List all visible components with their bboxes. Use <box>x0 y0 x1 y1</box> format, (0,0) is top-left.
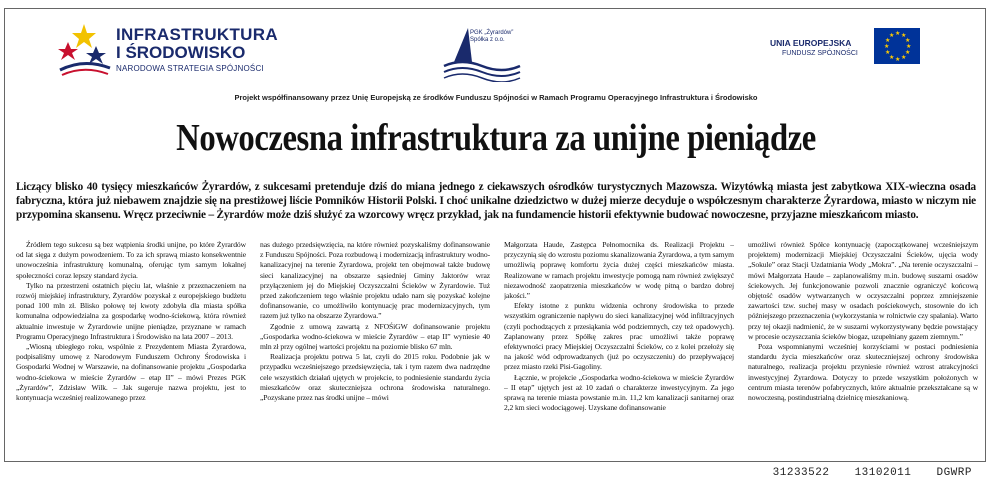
logo-infrastruktura-srodowisko <box>56 18 276 82</box>
logo-pgk-zyrardow <box>442 22 522 82</box>
logo-right-line1: UNIA EUROPEJSKA <box>770 38 852 48</box>
paragraph: Realizacja projektu potrwa 5 lat, czyli do 2015 roku. Podobnie jak w przypadku wcześniejszego przedsięwzięcia, tak i tym razem dwa nadrzędne cele wszystkich działań ujętych w projekcie, to podniesienie standardu życia mieszkańców oraz skuteczniejsza ochrona środowiska naturalnego. „Pozyskane przez nas środki unijne – mówi <box>260 352 490 403</box>
paragraph: umożliwi również Spółce kontynuację (zapoczątkowanej wcześniejszym projektem) modernizacji Miejskiej Oczyszczalni Ścieków, ujęcia wody „Sokule” oraz Stacji Uzdatniania Wody „Mokra”. „Na terenie oczyszczalni – mówi Małgorzata Haude – zaplanowaliśmy m.in. budowę suszarni osadów ściekowych. Jej funkcjonowanie pozwoli znacznie ograniczyć końcową objętość osadów wytwarzanych w oczyszczalni poprzez zmniejszenie zawartości tzw. suchej masy w osadach pościekowych, stosownie do ich późniejszego przeznaczenia (wykorzystania w rolnictwie czy spalania). Warto przy tej okazji nadmienić, że w suszarni wykorzystywany będzie powstający w procesie oczyszczania ścieków biogaz, uzupełniany gazem ziemnym.” <box>748 240 978 341</box>
svg-text:★: ★ <box>889 32 895 39</box>
paragraph: Łącznie, w projekcie „Gospodarka wodno-ściekowa w mieście Żyrardów – II etap” ujętych jest aż 10 zadań o charakterze inwestycyjnym. Za jego sprawą na terenie miasta powstanie m.in. 11,2 km kanalizacji sanitarnej oraz 2,2 km sieci wodociągowej. Uzyskane dofinansowanie <box>504 372 734 413</box>
svg-text:★: ★ <box>901 54 907 61</box>
svg-text:★: ★ <box>885 37 891 44</box>
article-column-1 <box>16 240 246 458</box>
article-column-4 <box>748 240 978 458</box>
paragraph: Efekty istotne z punktu widzenia ochrony środowiska to przede wszystkim ograniczenie napływu do sieci kanalizacyjnej wód infiltracyjnych (czyli pochodzących z przesiąkania wód podziemnych, czy też opadowych). Zaplanowany przez Spółkę zakres prac umożliwi także poprawę efektywności pracy Miejskiej Oczyszczalni Ścieków, co z kolei przełoży się na jakość wód odprowadzanych (już po oczyszczeniu) do przepływającej przez miasto rzeki Pisi-Gagoliny. <box>504 301 734 372</box>
svg-text:★: ★ <box>905 49 911 56</box>
paragraph: „Wiosną ubiegłego roku, wspólnie z Prezydentem Miasta Żyrardowa, podpisaliśmy umowę z Narodowym Funduszem Ochrony Środowiska i Gospodarki Wodnej w Warszawie, na dofinansowanie projektu „Gospodarka wodno-ściekowa w mieście Żyrardów – etap II” – mówi Prezes PGK „Żyrardów”, Zdzisław Wilk. – Jak sugeruje nazwa projektu, jest to kontynuacja wcześniej realizowanego przez <box>16 342 246 403</box>
print-code-1: 31233522 <box>772 467 830 479</box>
print-code-2: 13102011 <box>854 467 912 479</box>
svg-text:★: ★ <box>905 37 911 44</box>
svg-text:★: ★ <box>889 54 895 61</box>
paragraph: Tylko na przestrzeni ostatnich pięciu lat, właśnie z przeznaczeniem na rozwój miejskiej infrastruktury, Żyrardów pozyskał z europejskiego budżetu ponad 100 mln zł. Blisko połowę tej kwoty zdobyła dla miasta spółka komunalna odpowiedzialna za gospodarkę wodno-ściekową, która również aktualnie inwestuje w Żyrardowie unijne pieniądze, przyznane w ramach Programu Operacyjnego Infrastruktura i Środowisko na lata 2007 – 2013. <box>16 280 246 341</box>
article-lead: Liczący blisko 40 tysięcy mieszkańców Żyrardów, z sukcesami pretenduje dziś do miana jednego z ciekawszych ośrodków turystycznych Mazowsza. Wizytówką miasta jest zabytkowa XIX-wieczna osada fabryczna, która już niebawem znajdzie się na prestiżowej liście Pomników Historii Polski. I choć unikalne dziedzictwo w dużej mierze decyduje o współczesnym charakterze Żyrardowa, miasto w niczym nie przypomina skansenu. Wręcz przeciwnie – Żyrardów może dziś służyć za wzorcowy wręcz przykład, jak na fundamencie historii efektywnie budować nowoczesne, przyjazne mieszkańcom miasto. <box>16 181 976 221</box>
logo-left-line3: NARODOWA STRATEGIA SPÓJNOŚCI <box>116 64 264 73</box>
paragraph: Małgorzata Haude, Zastępca Pełnomocnika ds. Realizacji Projektu – przyczynią się do wzrostu poziomu skanalizowania Żyrardowa, a tym samym umożliwią poprawę komfortu życia dużej części mieszkańców miasta. Realizowane w ramach projektu inwestycje pomogą nam również zwiększyć niezawodność zaopatrzenia mieszkańców w wodę pitną o bardzo dobrej jakości.” <box>504 240 734 301</box>
svg-text:★: ★ <box>895 56 901 63</box>
paragraph: Zgodnie z umową zawartą z NFOŚiGW dofinansowanie projektu „Gospodarka wodno-ściekowa w mieście Żyrardów – etap II” wyniesie 40 mln zł przy ogólnej wartości projektu na poziomie blisko 67 mln. <box>260 321 490 352</box>
paragraph: Poza wspomnianymi wcześniej korzyściami w postaci podniesienia standardu życia mieszkańców oraz skuteczniejszej ochrony środowiska naturalnego, realizacja projektu przyniesie również wzrost atrakcyjności inwestycyjnej Żyrardowa. Dotyczy to przede wszystkim położonych w centrum miasta terenów pofabrycznych, które aktualnie przekształcane są w nowoczesną, postindustrialną dzielnicę mieszkaniową. <box>748 342 978 403</box>
article-columns <box>16 240 978 458</box>
logo-center-line1: PGK „Żyrardów” <box>470 30 514 36</box>
logo-unia-europejska <box>770 28 920 72</box>
svg-text:★: ★ <box>901 32 907 39</box>
paragraph: Źródłem tego sukcesu są bez wątpienia środki unijne, po które Żyrardów od lat sięga z dużym powodzeniem. To za ich sprawą miasto konsekwentnie unowocześnia infrastrukturę komunalną, oferując tym samym lokalnej społeczności coraz lepszy standard życia. <box>16 240 246 280</box>
paragraph: nas dużego przedsięwzięcia, na które również pozyskaliśmy dofinansowanie z Funduszu Spójności. Poza rozbudową i modernizacją infrastruktury wodno-kanalizacyjnej na terenie Żyrardowa, projekt ten obejmował także budowę sieci kanalizacyjnej na obszarze sąsiedniej Gminy Jaktorów wraz przyłączeniem jej do Miejskiej Oczyszczalni Ścieków w Żyrardowie. Tuż przed zakończeniem tego właśnie projektu udało nam się pozyskać kolejne dofinansowanie, co umożliwiło kontynuację prac modernizacyjnych, tym razem już tylko na obszarze Żyrardowa.” <box>260 240 490 321</box>
print-code-3: DGWRP <box>936 467 972 479</box>
article-column-2 <box>260 240 490 458</box>
logo-left-line1: INFRASTRUKTURA <box>116 25 278 44</box>
svg-text:★: ★ <box>895 30 901 37</box>
nss-stars-icon <box>56 18 112 78</box>
article-headline: Nowoczesna infrastruktura za unijne pieniądze <box>176 117 816 159</box>
svg-text:★: ★ <box>884 43 890 50</box>
article-column-3 <box>504 240 734 458</box>
svg-text:★: ★ <box>906 43 912 50</box>
svg-text:★: ★ <box>885 49 891 56</box>
logo-center-line2: Spółka z o.o. <box>470 37 505 43</box>
logo-left-line2: I ŚRODOWISKO <box>116 43 246 62</box>
logo-right-line2: FUNDUSZ SPÓJNOŚCI <box>782 50 858 57</box>
print-code <box>755 467 972 479</box>
eu-flag-icon <box>874 28 920 64</box>
cofinance-line: Projekt współfinansowany przez Unię Europejską ze środków Funduszu Spójności w Ramach Programu Operacyjnego Infrastruktura i Środowisko <box>234 93 758 102</box>
